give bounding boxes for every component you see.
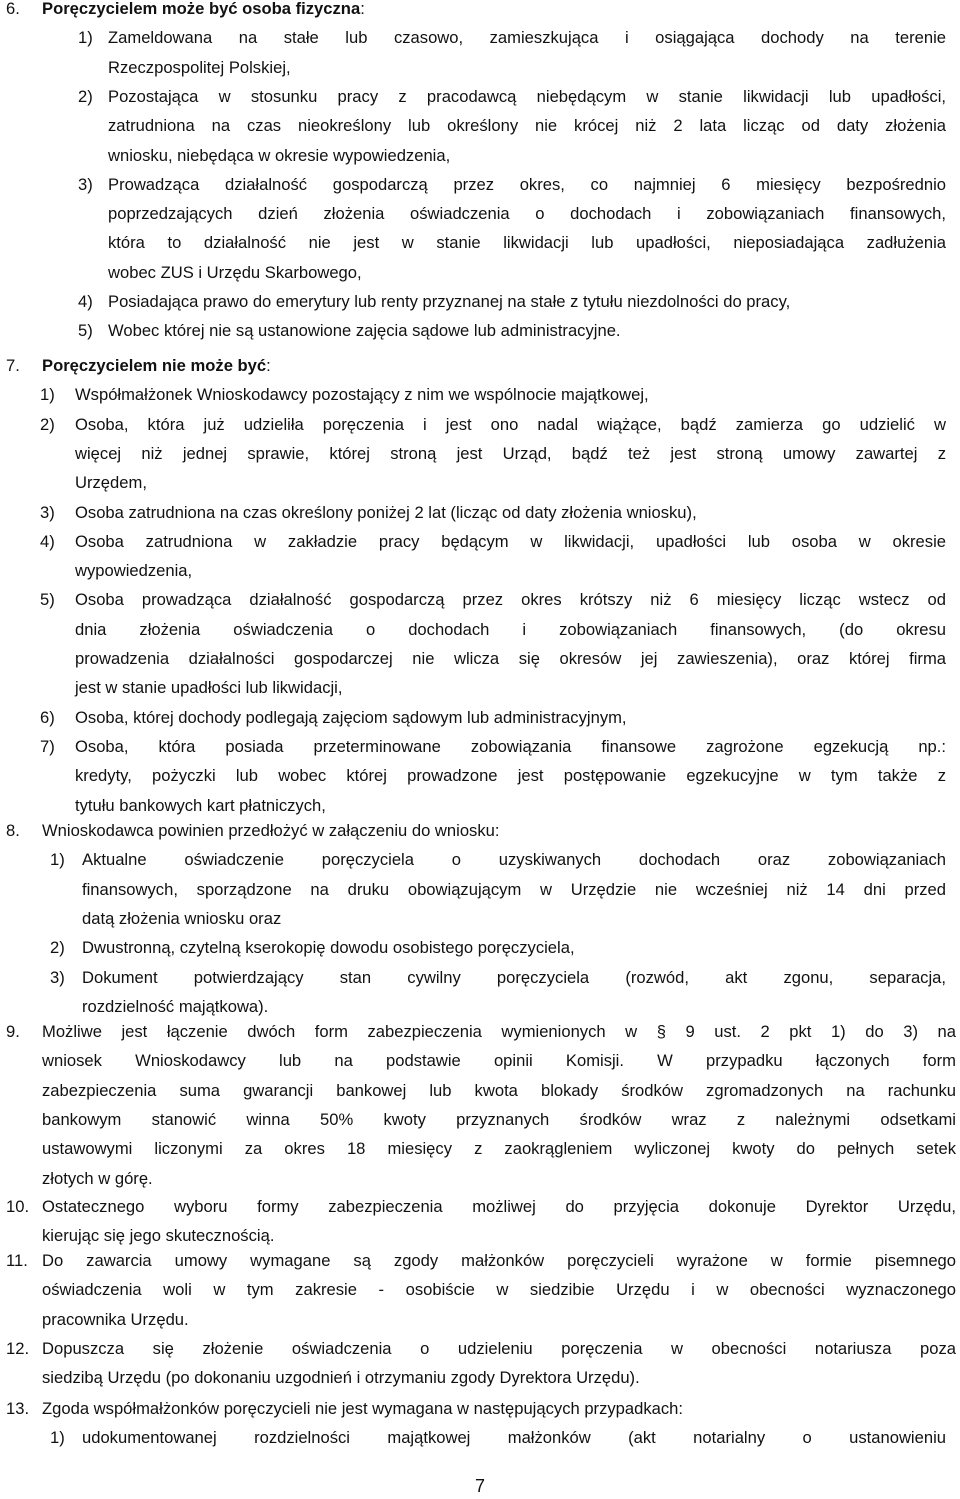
- list-item-number: 1): [78, 28, 93, 48]
- list-item-line: Osoba, która posiada przeterminowane zobowiązania finansowe zagrożone egzekucją np.:: [75, 736, 946, 756]
- list-item-line: poprzedzających dzień złożenia oświadczenia o dochodach i zobowiązaniach finansowych,: [108, 204, 946, 224]
- list-item-number: 3): [40, 502, 55, 522]
- list-item-line: Osoba zatrudniona na czas określony poniżej 2 lat (licząc od daty złożenia wniosku),: [75, 502, 697, 522]
- paragraph-line: pracownika Urzędu.: [42, 1309, 189, 1329]
- paragraph-line: złotych w górę.: [42, 1168, 153, 1188]
- paragraph-line: Zgoda współmałżonków poręczycieli nie jest wymagana w następujących przypadkach:: [42, 1399, 684, 1418]
- list-item-number: 4): [40, 531, 55, 551]
- list-item-line: Dokument potwierdzający stan cywilny poręczyciela (rozwód, akt zgonu, separacja,: [82, 967, 946, 987]
- list-item-number: 2): [50, 938, 65, 958]
- list-item-line: Wobec której nie są ustanowione zajęcia sądowe lub administracyjne.: [108, 321, 621, 341]
- section-number: 8.: [6, 821, 20, 840]
- page-number: 7: [474, 1476, 485, 1496]
- paragraph-line: Możliwe jest łączenie dwóch form zabezpieczenia wymienionych w § 9 ust. 2 pkt 1) do 3) na: [42, 1022, 956, 1041]
- paragraph-line: oświadczenia woli w tym zakresie - osobiście w siedzibie Urzędu i w obecności wyznaczonego: [42, 1280, 956, 1300]
- paragraph-line: ustawowymi liczonymi za okres 18 miesięcy z zaokrągleniem wyliczonej kwoty do pełnych setek: [42, 1139, 956, 1159]
- list-item-line: Rzeczpospolitej Polskiej,: [108, 57, 291, 77]
- list-item-line: więcej niż jednej sprawie, której stroną jest Urząd, bądź też jest stroną umowy zawartej z: [75, 443, 946, 463]
- section-number: 12.: [6, 1339, 30, 1358]
- paragraph-line: zabezpieczenia suma gwarancji bankowej lub kwota blokady środków zgromadzonych na rachunku: [42, 1080, 956, 1100]
- list-item-line: która to działalność nie jest w stanie likwidacji lub upadłości, nieposiadająca zadłużenia: [108, 233, 946, 253]
- list-item-line: tytułu bankowych kart płatniczych,: [75, 795, 326, 815]
- list-item-number: 5): [40, 590, 55, 610]
- list-item-line: zatrudniona na czas nieokreślony lub określony nie krócej niż 2 lata licząc od daty złożenia: [108, 116, 946, 136]
- paragraph-line: Wnioskodawca powinien przedłożyć w załączeniu do wniosku:: [42, 821, 500, 840]
- list-item-line: Prowadząca działalność gospodarczą przez okres, co najmniej 6 miesięcy bezpośrednio: [108, 174, 946, 194]
- paragraph-line: bankowym stanowić winna 50% kwoty przyznanych środków wraz z należnymi odsetkami: [42, 1109, 956, 1129]
- list-item-line: Dwustronną, czytelną kserokopię dowodu osobistego poręczyciela,: [82, 938, 575, 958]
- paragraph-line: kierując się jego skutecznością.: [42, 1226, 275, 1246]
- paragraph-line: wniosek Wnioskodawcy lub na podstawie opinii Komisji. W przypadku łączonych form: [42, 1051, 956, 1071]
- paragraph-line: Dopuszcza się złożenie oświadczenia o udzieleniu poręczenia w obecności notariusza poza: [42, 1339, 956, 1358]
- list-item-line: jest w stanie upadłości lub likwidacji,: [75, 678, 343, 698]
- list-item-line: Osoba, która już udzieliła poręczenia i jest ono nadal wiążące, bądź zamierza go udzielić w: [75, 414, 946, 434]
- list-item-line: wypowiedzenia,: [75, 561, 193, 581]
- section-number: 10.: [6, 1197, 30, 1216]
- section-number: 11.: [6, 1251, 28, 1270]
- list-item-line: Posiadająca prawo do emerytury lub renty przyznanej na stałe z tytułu niezdolności do pracy,: [108, 292, 791, 311]
- section-number: 9.: [6, 1022, 20, 1041]
- list-item-number: 7): [40, 736, 55, 756]
- list-item-number: 1): [40, 385, 55, 405]
- list-item-line: Osoba, której dochody podlegają zajęciom sądowym lub administracyjnym,: [75, 707, 627, 727]
- paragraph-line: Ostatecznego wyboru formy zabezpieczenia możliwej do przyjęcia dokonuje Dyrektor Urzędu,: [42, 1197, 956, 1216]
- list-item-number: 2): [78, 86, 93, 106]
- list-item-line: Współmałżonek Wnioskodawcy pozostający z nim we wspólnocie majątkowej,: [75, 385, 649, 405]
- section-number: 6.: [6, 0, 20, 18]
- list-item-line: wniosku, niebędąca w okresie wypowiedzenia,: [108, 145, 451, 165]
- list-item-line: wobec ZUS i Urzędu Skarbowego,: [108, 262, 362, 282]
- list-item-line: kredyty, pożyczki lub wobec której prowadzone jest postępowanie egzekucyjne w tym także z: [75, 766, 946, 786]
- list-item-number: 5): [78, 321, 93, 341]
- list-item-line: prowadzenia działalności gospodarczej nie wlicza się okresów jej zawieszenia), oraz której firma: [75, 649, 946, 668]
- list-item-line: Zameldowana na stałe lub czasowo, zamieszkująca i osiągająca dochody na terenie: [108, 28, 946, 48]
- list-item-line: Pozostająca w stosunku pracy z pracodawcą niebędącym w stanie likwidacji lub upadłości,: [108, 86, 946, 106]
- section-heading: Poręczycielem może być osoba fizyczna:: [42, 0, 365, 18]
- list-item-number: 4): [78, 292, 93, 311]
- paragraph-line: siedzibą Urzędu (po dokonaniu uzgodnień i otrzymaniu zgody Dyrektora Urzędu).: [42, 1368, 640, 1388]
- list-item-line: udokumentowanej rozdzielności majątkowej małżonków (akt notarialny o ustanowieniu: [82, 1428, 946, 1448]
- list-item-number: 1): [50, 850, 65, 870]
- list-item-line: datą złożenia wniosku oraz: [82, 908, 282, 928]
- section-heading: Poręczycielem nie może być:: [42, 356, 271, 375]
- list-item-line: Osoba prowadząca działalność gospodarczą przez okres krótszy niż 6 miesięcy licząc wstecz od: [75, 590, 946, 610]
- section-number: 7.: [6, 356, 20, 375]
- list-item-number: 3): [78, 174, 93, 194]
- list-item-line: Osoba zatrudniona w zakładzie pracy będącym w likwidacji, upadłości lub osoba w okresie: [75, 531, 946, 551]
- list-item-number: 2): [40, 414, 55, 434]
- paragraph-line: Do zawarcia umowy wymagane są zgody małżonków poręczycieli wyrażone w formie pisemnego: [42, 1251, 956, 1270]
- list-item-line: dnia złożenia oświadczenia o dochodach i zobowiązaniach finansowych, (do okresu: [75, 619, 946, 639]
- list-item-line: finansowych, sporządzone na druku obowiązującym w Urzędzie nie wcześniej niż 14 dni przed: [82, 879, 946, 899]
- list-item-number: 3): [50, 967, 65, 987]
- list-item-line: Urzędem,: [75, 473, 147, 493]
- list-item-line: rozdzielność majątkowa).: [82, 996, 269, 1016]
- list-item-number: 6): [40, 707, 55, 727]
- section-number: 13.: [6, 1399, 30, 1418]
- list-item-number: 1): [50, 1428, 65, 1448]
- list-item-line: Aktualne oświadczenie poręczyciela o uzyskiwanych dochodach oraz zobowiązaniach: [82, 850, 946, 870]
